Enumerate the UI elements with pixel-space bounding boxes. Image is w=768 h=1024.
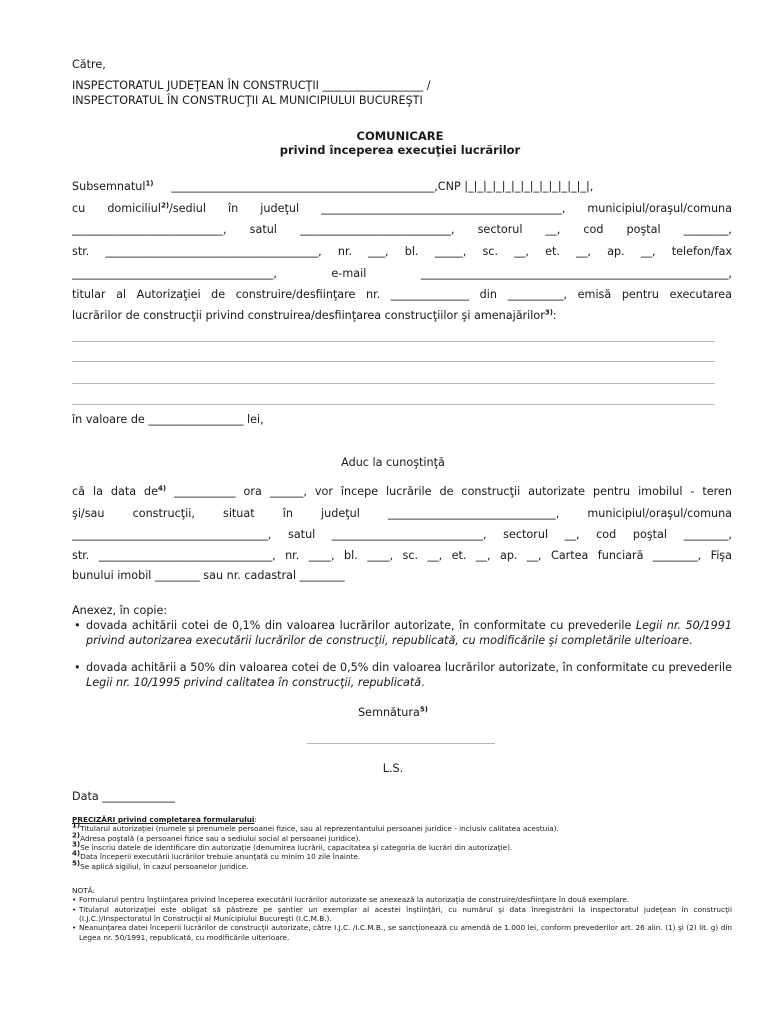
note-text: Titularul autorizaţiei (numele şi prenumele persoanei fizice, sau al reprezentantului persoanei juridice - inclusiv calitatea acestuia). xyxy=(80,824,559,834)
text-sc: sc. xyxy=(482,245,499,258)
bullet-icon: • xyxy=(74,661,81,674)
footnote-ref-2: 2) xyxy=(160,201,170,210)
text-bl: bl. xyxy=(404,245,419,258)
nota-item xyxy=(72,895,732,904)
note-number: 2) xyxy=(72,831,81,840)
note-number: 1) xyxy=(72,821,81,830)
value-line: în valoare de _________________ lei, xyxy=(72,413,264,426)
blank-line-3 xyxy=(72,383,715,384)
text-judetul: judeţul xyxy=(321,507,360,520)
instructions-title xyxy=(72,815,732,824)
sc-field: __, xyxy=(514,245,529,258)
instructions-section xyxy=(72,815,732,871)
attachment-item-2 xyxy=(72,661,732,691)
footnote-ref-5: 5) xyxy=(419,705,428,714)
judet-field: ___________________________________________, xyxy=(321,202,566,215)
text-judetul: judeţul xyxy=(260,202,300,215)
attachment-2-law: Legii nr. 10/1995 privind calitatea în construcţii, republicată xyxy=(86,675,422,689)
blank-line-2 xyxy=(72,361,715,362)
bullet-icon: • xyxy=(72,904,77,914)
nota-text: Neanunţarea datei începerii lucrărilor de construcţii autorizate, către I.J.C. /I.C.M.B., se sancţionează cu amendă de 1.000 lei, conform prevederilor art. 26 alin. (1) şi (2) lit. g) din Legea nr. 50/1991, republicată, cu modificările ulterioare. xyxy=(79,923,732,942)
attachment-1-text: dovada achitării cotei de 0,1% din valoarea lucrărilor autorizate, în conformitate cu prevederile xyxy=(86,619,636,632)
footnote-ref-3: 3) xyxy=(544,308,553,317)
start-date-label xyxy=(72,485,166,498)
note-number: 5) xyxy=(72,859,81,868)
instruction-note xyxy=(72,849,732,862)
attachment-1-end: . xyxy=(688,633,693,647)
works-text: lucrărilor de construcţii privind construirea/desfiinţarea construcţiilor şi amenajărilor xyxy=(72,309,545,322)
nota-item xyxy=(72,923,732,942)
signature-text: Semnătura xyxy=(358,706,420,719)
text-data-de: că la data de xyxy=(72,485,159,498)
recipient-label: Către, xyxy=(72,58,106,71)
instruction-note xyxy=(72,859,732,871)
date-field: Data _____________ xyxy=(72,790,175,803)
email-line: ____________________________________, e-mail _______________________________________________________, xyxy=(72,267,732,280)
bullet-icon: • xyxy=(72,895,77,905)
street-line xyxy=(72,245,732,260)
nota-text: Titularul autorizaţiei este obligat să păstreze pe şantier un exemplar al acestei înştiinţări, cu numărul şi data înregistrării la inspectoratul judeţean în construcţii (I.J.C.)/Inspectoratul în Construcţii al Municipiului Bucureşti (I.C.M.B.). xyxy=(79,904,732,923)
note-text: Se aplică sigiliul, în cazul persoanelor juridice. xyxy=(80,861,249,871)
note-text: Adresa poştală (a persoanei fizice sau a sediului social al persoanei juridice). xyxy=(80,833,361,843)
text-si-sau: şi/sau xyxy=(72,507,105,520)
instruction-note xyxy=(72,821,732,834)
attachment-item-1 xyxy=(72,619,732,649)
footnote-ref-4: 4) xyxy=(158,484,167,493)
start-date-line xyxy=(72,485,732,500)
cadastral-line: bunului imobil ________ sau nr. cadastral ________ xyxy=(72,569,345,582)
location-line xyxy=(72,507,732,522)
text-municipiul: municipiul/oraşul/comuna xyxy=(587,202,732,215)
bullet-icon: • xyxy=(74,619,81,632)
bullet-icon: • xyxy=(72,923,77,933)
text-et: et. xyxy=(545,245,560,258)
works-line xyxy=(72,309,557,324)
domicile-line xyxy=(72,202,732,217)
nota-title: NOTĂ: xyxy=(72,886,95,895)
seal-label: L.S. xyxy=(382,762,404,775)
start-date-rest: ___________ ora ______, vor începe lucrările de construcţii autorizate pentru imobilul - teren xyxy=(174,485,732,498)
footnote-ref-1: 1) xyxy=(145,179,154,188)
subsemnatul-label: Subsemnatul xyxy=(72,180,146,193)
satul-line-2: ___________________________________, satul ___________________________, sectorul __, cod poştal ________, xyxy=(72,528,732,541)
text-domiciliu xyxy=(107,202,206,215)
nota-item xyxy=(72,905,732,924)
note-text: Data începerii executării lucrărilor trebuie anunţată cu minim 10 zile înainte. xyxy=(80,852,361,862)
text-sediul: /sediul xyxy=(169,202,206,215)
text-situat: situat xyxy=(222,507,255,520)
document-subtitle: privind începerea execuţiei lucrărilor xyxy=(279,143,521,157)
bl-field: _____, xyxy=(434,245,467,258)
text-in: în xyxy=(228,202,239,215)
instructions-title-text: PRECIZĂRI privind completarea formularului xyxy=(72,815,255,824)
text-municipiul: municipiul/oraşul/comuna xyxy=(587,507,733,520)
text-ap: ap. xyxy=(607,245,625,258)
aduc-heading: Aduc la cunoştinţă xyxy=(341,456,445,469)
ap-field: __, xyxy=(640,245,656,258)
signature-label xyxy=(0,706,768,721)
blank-line-4 xyxy=(72,404,715,405)
text-domiciliul: domiciliul xyxy=(107,202,161,215)
instruction-note xyxy=(72,831,732,843)
et-field: __, xyxy=(576,245,591,258)
inspectorat-bucharest: INSPECTORATUL ÎN CONSTRUCŢII AL MUNICIPIULUI BUCUREŞTI xyxy=(72,94,423,107)
text-constructii: construcţii, xyxy=(132,507,195,520)
judet-field: ______________________________, xyxy=(387,507,560,520)
instructions-colon: : xyxy=(254,815,257,824)
authorization-line: titular al Autorizaţiei de construire/desfiinţare nr. ______________ din __________, emisă pentru executarea xyxy=(72,288,732,301)
nota-section xyxy=(72,886,732,942)
street-line-2: str. _______________________________, nr. ____, bl. ____, sc. __, et. __, ap. __, Cartea funciară ________, Fişa xyxy=(72,549,732,562)
note-text: Se înscriu datele de identificare din autorizaţie (denumirea lucrării, capacitatea şi categoria de lucrări din autorizaţie). xyxy=(80,842,513,852)
note-number: 3) xyxy=(72,840,81,849)
street-field: ______________________________________, xyxy=(105,245,322,258)
attachments-label: Anexez, în copie: xyxy=(72,604,168,617)
attachment-1-law: Legii nr. 50/1991 privind autorizarea executării lucrărilor de construcţii, republicată, cu modificările şi completările ulterioare xyxy=(86,619,732,647)
text-telefon: telefon/fax xyxy=(671,245,733,258)
nota-text: Formularul pentru înştiinţarea privind începerea executării lucrărilor autorizate se anexează la autorizaţia de construire/desfiinţare în două exemplare. xyxy=(79,895,630,905)
applicant-line xyxy=(72,180,593,195)
text-in: în xyxy=(282,507,293,520)
signature-line xyxy=(307,743,495,744)
name-cnp-field: _______________________________________________,CNP |_|_|_|_|_|_|_|_|_|_|_|_|_|, xyxy=(171,180,594,193)
text-str: str. xyxy=(72,245,90,258)
text-cu: cu xyxy=(72,202,86,215)
note-number: 4) xyxy=(72,849,81,858)
nr-field: ___, xyxy=(368,245,389,258)
satul-line: ___________________________, satul ___________________________, sectorul __, cod poştal ________, xyxy=(72,223,732,236)
attachment-2-text: dovada achitării a 50% din valoarea cotei de 0,5% din valoarea lucrărilor autorizate, în conformitate cu prevederile xyxy=(86,661,732,674)
inspectorat-county: INSPECTORATUL JUDEŢEAN ÎN CONSTRUCŢII __________________ / xyxy=(72,79,431,92)
works-colon: : xyxy=(552,309,557,322)
attachment-2-end: . xyxy=(421,675,425,689)
document-title: COMUNICARE xyxy=(356,129,444,143)
text-nr: nr. xyxy=(337,245,353,258)
instruction-note xyxy=(72,840,732,852)
blank-line-1 xyxy=(72,341,715,342)
